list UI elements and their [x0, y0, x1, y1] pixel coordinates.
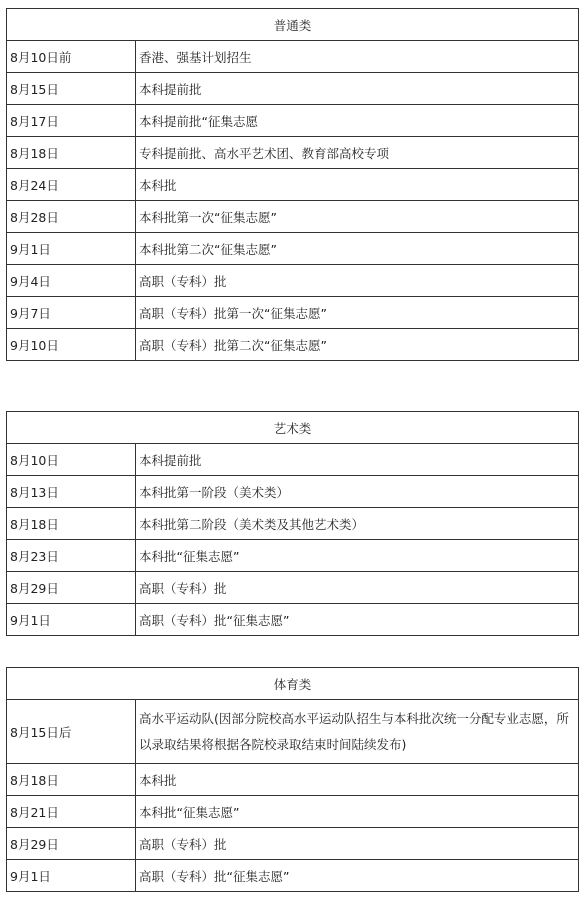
event-cell: 本科提前批“征集志愿 [136, 105, 579, 137]
event-cell: 本科批“征集志愿” [136, 796, 579, 828]
event-cell: 本科提前批 [136, 444, 579, 476]
section-title: 普通类 [7, 9, 579, 41]
schedule-table-general [6, 8, 579, 361]
event-cell: 高职（专科）批 [136, 265, 579, 297]
date-cell: 8月28日 [7, 201, 136, 233]
schedule-table-art [6, 411, 579, 636]
table-row [7, 828, 579, 860]
table-row [7, 860, 579, 892]
date-cell: 8月29日 [7, 828, 136, 860]
date-cell: 9月1日 [7, 604, 136, 636]
date-cell: 8月15日后 [7, 700, 136, 764]
table-row [7, 233, 579, 265]
table-row [7, 329, 579, 361]
date-cell: 8月18日 [7, 508, 136, 540]
event-cell: 高职（专科）批“征集志愿” [136, 860, 579, 892]
date-cell: 8月15日 [7, 73, 136, 105]
event-cell: 本科批第一次“征集志愿” [136, 201, 579, 233]
event-cell: 高职（专科）批第二次“征集志愿” [136, 329, 579, 361]
event-cell: 高职（专科）批第一次“征集志愿” [136, 297, 579, 329]
section-title: 艺术类 [7, 412, 579, 444]
table-row [7, 572, 579, 604]
date-cell: 8月21日 [7, 796, 136, 828]
table-row [7, 476, 579, 508]
schedule-table-sports [6, 667, 579, 892]
event-cell: 高职（专科）批“征集志愿” [136, 604, 579, 636]
date-cell: 8月18日 [7, 137, 136, 169]
event-cell: 香港、强基计划招生 [136, 41, 579, 73]
date-cell: 8月13日 [7, 476, 136, 508]
date-cell: 8月23日 [7, 540, 136, 572]
event-cell: 本科批“征集志愿” [136, 540, 579, 572]
table-row [7, 796, 579, 828]
event-cell: 本科批第一阶段（美术类） [136, 476, 579, 508]
table-row [7, 444, 579, 476]
table-row [7, 265, 579, 297]
date-cell: 8月29日 [7, 572, 136, 604]
table-row [7, 540, 579, 572]
table-row [7, 201, 579, 233]
event-cell: 高职（专科）批 [136, 572, 579, 604]
table-row [7, 41, 579, 73]
table-row [7, 297, 579, 329]
table-header-row [7, 668, 579, 700]
table-row [7, 764, 579, 796]
table-header-row [7, 412, 579, 444]
date-cell: 8月24日 [7, 169, 136, 201]
section-title: 体育类 [7, 668, 579, 700]
event-cell: 本科批第二阶段（美术类及其他艺术类） [136, 508, 579, 540]
date-cell: 9月4日 [7, 265, 136, 297]
table-row [7, 105, 579, 137]
event-cell: 高水平运动队(因部分院校高水平运动队招生与本科批次统一分配专业志愿，所以录取结果将根据各院校录取结束时间陆续发布) [136, 700, 579, 764]
date-cell: 9月10日 [7, 329, 136, 361]
date-cell: 8月17日 [7, 105, 136, 137]
date-cell: 8月10日 [7, 444, 136, 476]
date-cell: 8月10日前 [7, 41, 136, 73]
table-row [7, 137, 579, 169]
event-cell: 本科提前批 [136, 73, 579, 105]
table-row [7, 700, 579, 764]
event-cell: 专科提前批、高水平艺术团、教育部高校专项 [136, 137, 579, 169]
table-row [7, 604, 579, 636]
date-cell: 9月7日 [7, 297, 136, 329]
event-cell: 本科批 [136, 169, 579, 201]
date-cell: 8月18日 [7, 764, 136, 796]
table-header-row [7, 9, 579, 41]
table-row [7, 508, 579, 540]
event-cell: 本科批第二次“征集志愿” [136, 233, 579, 265]
event-cell: 本科批 [136, 764, 579, 796]
event-cell: 高职（专科）批 [136, 828, 579, 860]
table-row [7, 169, 579, 201]
date-cell: 9月1日 [7, 860, 136, 892]
date-cell: 9月1日 [7, 233, 136, 265]
table-row [7, 73, 579, 105]
